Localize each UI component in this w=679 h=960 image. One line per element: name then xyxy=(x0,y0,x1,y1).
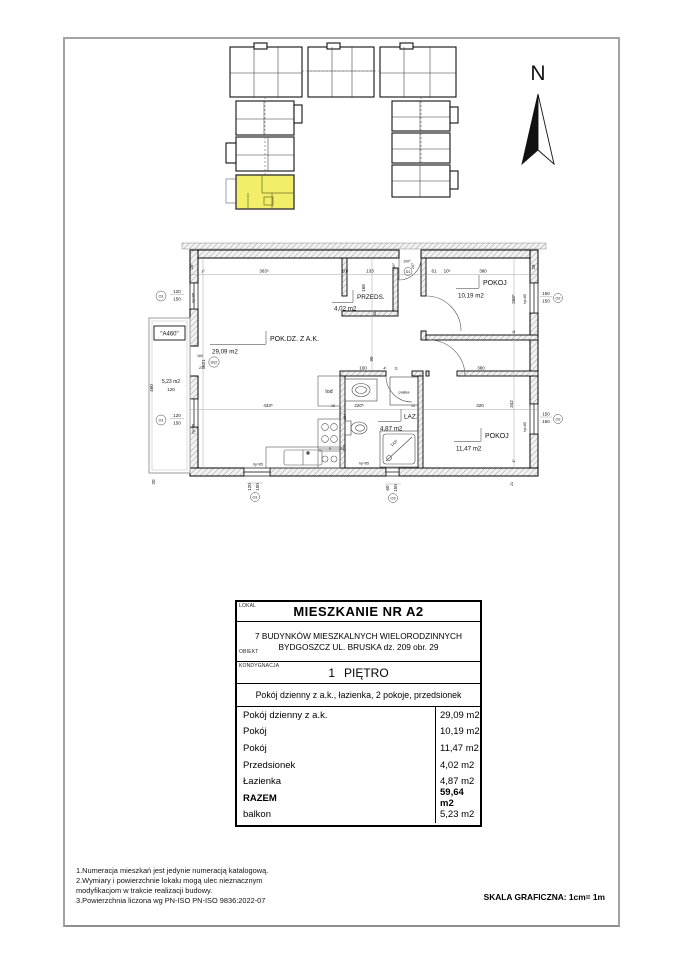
balcony-depth-dim: 460 xyxy=(149,384,154,392)
dim: 320 xyxy=(476,403,484,408)
door-marker-d1: D1 xyxy=(405,270,411,274)
north-label: N xyxy=(530,62,546,85)
window-marker-o3: O3 xyxy=(390,496,396,501)
apartment-title: MIESZKANIE NR A2 xyxy=(293,604,424,619)
dim: 220⁵ xyxy=(354,403,364,408)
dim: 10⁵ xyxy=(443,268,451,274)
room-label-room2: POKOJ xyxy=(485,433,509,440)
dim: 150 xyxy=(255,483,260,491)
row-label: RAZEM xyxy=(243,792,277,804)
obiekt-label: OBIEKT xyxy=(239,649,259,655)
room-area-hall: 4,02 m2 xyxy=(334,305,357,313)
shower-dim: 142⁵ xyxy=(389,438,399,448)
dim: 168 xyxy=(361,284,366,292)
footnote-2: 2.Wymiary i powierzchnie lokalu mogą ulec nieznacznym xyxy=(76,876,263,885)
apartment-floor-plan xyxy=(146,241,566,505)
dim: 207 xyxy=(411,263,415,269)
footnote-3: 3.Powierzchnia liczona wg PN-ISO PN-ISO 9836:2022-07 xyxy=(76,896,266,905)
dim: 380 xyxy=(479,268,487,274)
dim: 40³ xyxy=(392,263,396,269)
row-value: 11,47 m2 xyxy=(435,740,480,757)
building-site-plan xyxy=(224,42,472,220)
dim: hp=85 xyxy=(191,292,196,304)
dim: 11 xyxy=(512,330,516,334)
balcony-tag: "A460" xyxy=(160,331,179,338)
dim: 235 xyxy=(199,366,205,370)
dim: 160 xyxy=(197,354,203,358)
footnote-2b: modyfikacjom w trakcie realizacji budowy. xyxy=(76,886,213,895)
table-row-summary xyxy=(237,684,480,707)
row-value: 29,09 m2 xyxy=(435,707,480,724)
row-label: Pokój xyxy=(243,726,267,738)
north-arrow-right xyxy=(538,94,554,164)
dim: 60 xyxy=(385,485,390,491)
dim: hp=85 xyxy=(358,461,370,466)
dim: 1⁵ xyxy=(201,269,205,274)
dim: 621 xyxy=(201,359,206,367)
highlighted-unit-a2 xyxy=(226,175,294,209)
table-row xyxy=(237,707,480,724)
table-row xyxy=(237,740,480,757)
dim: 150 xyxy=(542,291,550,296)
room-area-room1: 10,19 m2 xyxy=(458,292,484,300)
dim: 9 xyxy=(329,447,331,451)
footnotes xyxy=(76,866,268,906)
dim: 150 xyxy=(542,298,550,304)
graphic-scale-label: SKALA GRAFICZNA: 1cm= 1m xyxy=(483,892,605,902)
dim: 15 xyxy=(331,404,335,408)
dim: 150 xyxy=(393,484,398,492)
dim: 90 xyxy=(369,356,374,362)
row-label: Pokój dzienny z a.k. xyxy=(243,709,328,721)
row-value: 4,87 m2 xyxy=(435,773,480,790)
north-arrow xyxy=(505,58,575,178)
dim: 1¹ xyxy=(512,459,516,463)
dim: 363⁵ xyxy=(259,268,269,274)
washer-label: pralka xyxy=(398,389,410,395)
dim: 150 xyxy=(542,419,550,424)
window-marker-o1: O1 xyxy=(158,294,164,299)
table-row-total xyxy=(237,787,480,810)
dim: 4¹ xyxy=(383,366,387,371)
row-label: Przedsionek xyxy=(243,759,296,771)
row-value: 59,64 m2 xyxy=(435,790,480,807)
dim: hp=85 xyxy=(252,462,264,467)
site-block xyxy=(308,47,374,97)
row-label: Pokój xyxy=(243,742,267,754)
room-label-room1: POKOJ xyxy=(483,280,507,287)
table-row-obiekt xyxy=(237,622,480,662)
site-block xyxy=(230,47,302,97)
dim: 100 xyxy=(359,365,367,371)
window-marker-o1: O1 xyxy=(158,418,164,423)
door-marker-ds2: Ds2 xyxy=(210,360,218,365)
dim: 433⁵ xyxy=(263,403,273,408)
obiekt-line2: BYDGOSZCZ UL. BRUSKA dz. 209 obr. 29 xyxy=(278,641,439,652)
balcony-width-dim: 120 xyxy=(167,387,175,392)
dim: 150 xyxy=(173,420,181,426)
dims-bottom xyxy=(247,483,398,503)
apartment-data-table xyxy=(235,600,482,827)
dim: hp=85 xyxy=(523,421,527,433)
row-value: 10,19 m2 xyxy=(435,724,480,741)
table-row xyxy=(237,757,480,774)
window-marker-o1: O1 xyxy=(252,495,258,500)
dim: 61 xyxy=(431,268,437,274)
floor-number: 1 xyxy=(328,665,335,680)
dim: 28 xyxy=(189,264,194,270)
dim: 120 xyxy=(173,289,181,294)
dim: 21 xyxy=(510,482,514,486)
dim: hp=85 xyxy=(523,293,527,305)
row-label: Łazienka xyxy=(243,776,282,788)
area-list xyxy=(237,707,480,823)
balcony-area: 5,23 m2 xyxy=(161,379,181,385)
table-row xyxy=(237,807,480,824)
balcony-edge-dim: 20 xyxy=(151,479,156,485)
exterior-strip xyxy=(182,243,546,249)
dim: 30 xyxy=(340,447,344,451)
room-label-hall: PRZEDS. xyxy=(357,294,385,301)
dim: 77¹³ xyxy=(343,444,347,452)
fridge-label: lod xyxy=(325,389,333,395)
table-row-kondygnacja xyxy=(237,662,480,684)
room-area-bath: 4,87 m2 xyxy=(380,425,403,433)
site-block xyxy=(380,47,456,97)
balcony xyxy=(149,318,190,485)
room-label-living: POK.DZ. Z A.K. xyxy=(270,336,320,343)
kondygnacja-label: KONDYGNACJA xyxy=(239,663,280,669)
room-area-living: 29,09 m2 xyxy=(212,348,238,356)
dim: 15 xyxy=(411,404,415,408)
dim: 133 xyxy=(366,268,374,274)
dim: 150 xyxy=(542,411,550,417)
window-marker-o2: O2 xyxy=(555,296,561,301)
dim: hp=85 xyxy=(191,423,196,435)
dim: 120 xyxy=(247,483,252,491)
lokal-label: LOKAL xyxy=(239,603,257,609)
dim: 10⁵ xyxy=(373,310,377,316)
rooms-summary: Pokój dzienny z a.k., łazienka, 2 pokoje, przedsionek xyxy=(255,690,462,700)
dim: 380 xyxy=(477,365,485,371)
room-label-bath: LAZ. xyxy=(404,413,418,421)
dim: 268⁵ xyxy=(511,294,516,304)
room-area-room2: 11,47 m2 xyxy=(456,445,482,453)
dims-top xyxy=(189,260,536,276)
row-label: balkon xyxy=(243,809,271,821)
floor-name: PIĘTRO xyxy=(344,665,389,680)
row-value: 4,02 m2 xyxy=(435,757,480,774)
table-row-lokal xyxy=(237,602,480,622)
dim: 11 xyxy=(394,366,398,371)
footnote-1: 1.Numeracja mieszkań jest jedynie numeracją katalogową. xyxy=(76,866,269,875)
dim: 342 xyxy=(509,400,514,408)
dim: 164 xyxy=(343,414,347,420)
row-value: 5,23 m2 xyxy=(435,807,480,824)
dim: 100⁵ xyxy=(403,259,411,264)
obiekt-line1: 7 BUDYNKÓW MIESZKALNYCH WIELORODZINNYCH xyxy=(255,630,462,641)
dim: 120 xyxy=(173,413,181,418)
dim: 10⁵ xyxy=(341,268,349,274)
dim: 28 xyxy=(531,264,536,270)
window-marker-o2: O2 xyxy=(555,417,561,422)
north-arrow-left xyxy=(522,94,538,164)
dim: 150 xyxy=(173,296,181,302)
table-row xyxy=(237,724,480,741)
